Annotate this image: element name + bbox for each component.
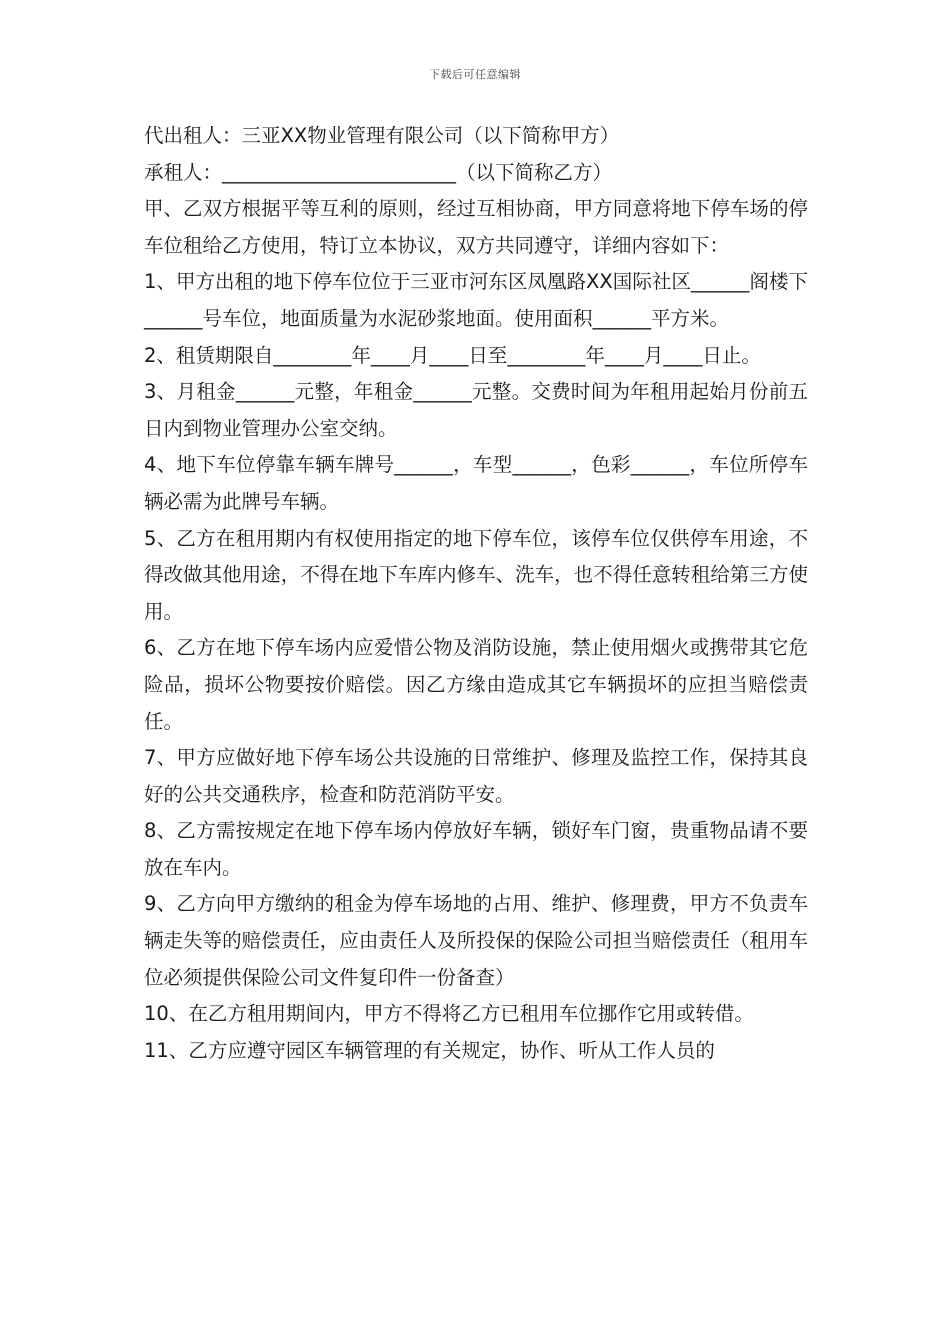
lessee-line: 承租人：________________________（以下简称乙方） [144,160,613,184]
clause-9: 9、乙方向甲方缴纳的租金为停车场地的占用、维护、修理费，甲方不负责车辆走失等的赔偿责任，应由责任人及所投保的保险公司担当赔偿责任（租用车位必须提供保险公司文件复印件一份备查） [144,892,808,989]
clause-5: 5、乙方在租用期内有权使用指定的地下停车位，该停车位仅供停车用途，不得改做其他用途，不得在地下车库内修车、洗车，也不得任意转租给第三方使用。 [144,526,808,623]
contract-body [144,118,808,1069]
clause-6: 6、乙方在地下停车场内应爱惜公物及消防设施，禁止使用烟火或携带其它危险品，损坏公物要按价赔偿。因乙方缘由造成其它车辆损坏的应担当赔偿责任。 [144,636,808,733]
clause-7: 7、甲方应做好地下停车场公共设施的日常维护、修理及监控工作，保持其良好的公共交通秩序，检查和防范消防平安。 [144,746,808,806]
clause-4: 4、地下车位停靠车辆车牌号______，车型______，色彩______，车位所停车辆必需为此牌号车辆。 [144,453,808,513]
clause-10: 10、在乙方租用期间内，甲方不得将乙方已租用车位挪作它用或转借。 [144,1002,754,1026]
clause-2: 2、租赁期限自________年____月____日至________年____月____日止。 [144,343,761,367]
clause-11: 11、乙方应遵守园区车辆管理的有关规定，协作、听从工作人员的 [144,1038,715,1062]
clause-8: 8、乙方需按规定在地下停车场内停放好车辆，锁好车门窗，贵重物品请不要放在车内。 [144,819,808,879]
lessor-line: 代出租人：三亚XX物业管理有限公司（以下简称甲方） [144,124,620,147]
clause-1: 1、甲方出租的地下停车位位于三亚市河东区凤凰路XX国际社区______阁楼下______号车位，地面质量为水泥砂浆地面。使用面积______平方米。 [144,270,808,330]
clause-3: 3、月租金______元整，年租金______元整。交费时间为年租用起始月份前五日内到物业管理办公室交纳。 [144,380,808,440]
header-note: 下载后可任意编辑 [429,68,521,81]
preamble-paragraph: 甲、乙双方根据平等互利的原则，经过互相协商，甲方同意将地下停车场的停车位租给乙方使用，特订立本协议，双方共同遵守，详细内容如下： [144,197,808,257]
